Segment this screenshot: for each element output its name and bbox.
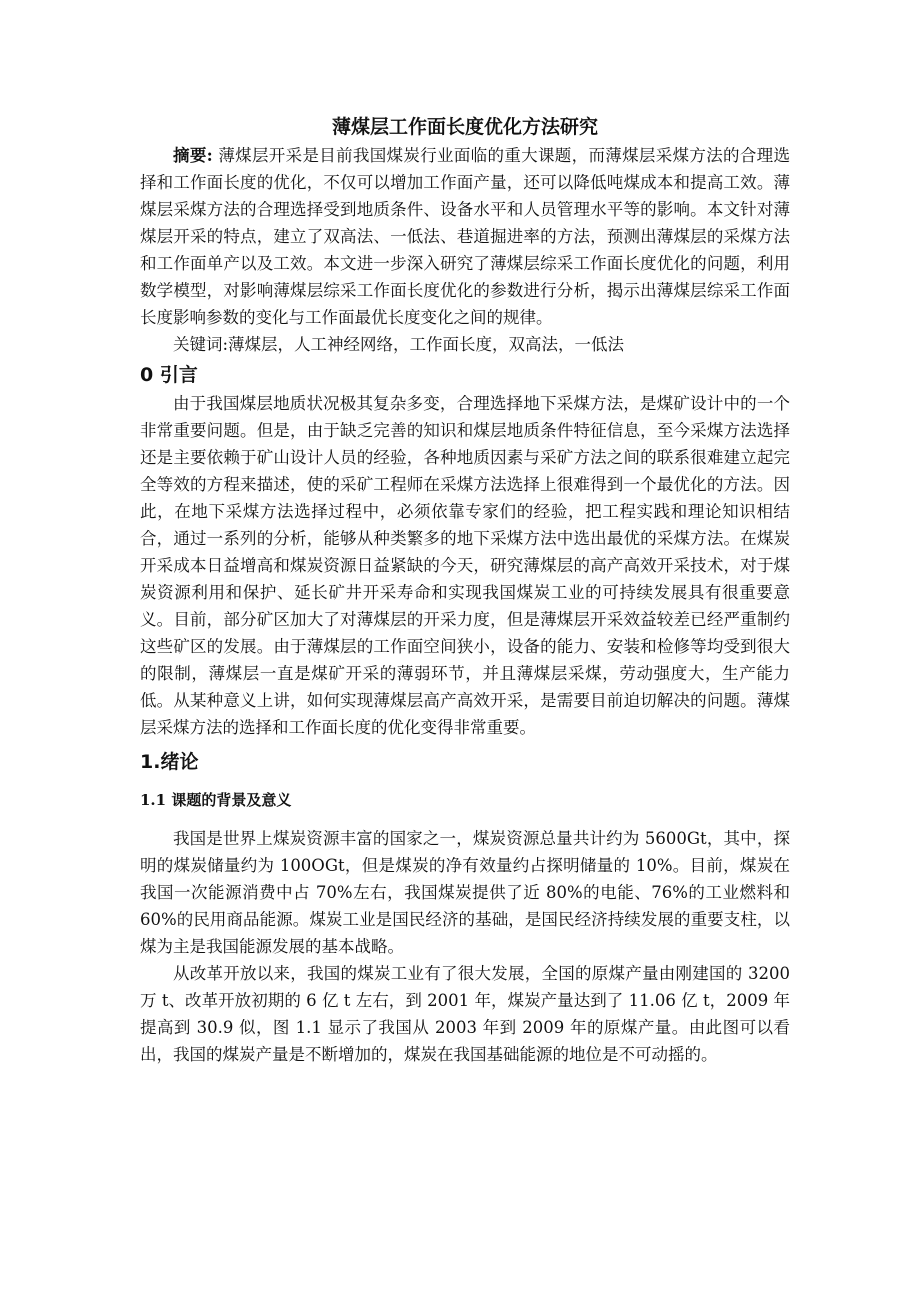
section-0-heading: 0 引言 [140, 364, 198, 386]
abstract-label: 摘要: [173, 146, 213, 165]
section-1-1-paragraph-2: 从改革开放以来，我国的煤炭工业有了很大发展，全国的原煤产量由刚建国的 3200 万 t、改革开放初期的 6 亿 t 左右，到 2001 年，煤炭产量达到了 11.06 亿 t，2009 年提高到 30.9 似，图 1.1 显示了我国从 2003 年到 2009 年的原煤产量。由此图可以看出，我国的煤炭产量是不断增加的，煤炭在我国基础能源的地位是不可动摇的。 [140, 964, 790, 1064]
section-1-1-heading: 1.1 课题的背景及意义 [140, 791, 292, 809]
section-0-paragraph: 由于我国煤层地质状况极其复杂多变，合理选择地下采煤方法，是煤矿设计中的一个非常重要问题。但是，由于缺乏完善的知识和煤层地质条件特征信息，至今采煤方法选择还是主要依赖于矿山设计人员的经验，各种地质因素与采矿方法之间的联系很难建立起完全等效的方程来描述，使的采矿工程师在采煤方法选择上很难得到一个最优化的方法。因此，在地下采煤方法选择过程中，必须依靠专家们的经验，把工程实践和理论知识相结合，通过一系列的分析，能够从种类繁多的地下采煤方法中选出最优的采煤方法。在煤炭开采成本日益增高和煤炭资源日益紧缺的今天，研究薄煤层的高产高效开采技术，对于煤炭资源利用和保护、延长矿井开采寿命和实现我国煤炭工业的可持续发展具有很重要意义。目前，部分矿区加大了对薄煤层的开采力度，但是薄煤层开采效益较差已经严重制约这些矿区的发展。由于薄煤层的工作面空间狭小，设备的能力、安装和检修等均受到很大的限制，薄煤层一直是煤矿开采的薄弱环节，并且薄煤层采煤，劳动强度大，生产能力低。从某种意义上讲，如何实现薄煤层高产高效开采，是需要目前迫切解决的问题。薄煤层采煤方法的选择和工作面长度的优化变得非常重要。 [140, 394, 790, 737]
keywords-line: 关键词:薄煤层，人工神经网络，工作面长度，双高法，一低法 [173, 335, 625, 354]
paper-title: 薄煤层工作面长度优化方法研究 [331, 116, 598, 138]
section-1-heading: 1.绪论 [140, 751, 199, 773]
abstract-text: 薄煤层开采是目前我国煤炭行业面临的重大课题，而薄煤层采煤方法的合理选择和工作面长度的优化，不仅可以增加工作面产量，还可以降低吨煤成本和提高工效。薄煤层采煤方法的合理选择受到地质条件、设备水平和人员管理水平等的影响。本文针对薄煤层开采的特点，建立了双高法、一低法、巷道掘进率的方法，预测出薄煤层的采煤方法和工作面单产以及工效。本文进一步深入研究了薄煤层综采工作面长度优化的问题，利用数学模型，对影响薄煤层综采工作面长度优化的参数进行分析，揭示出薄煤层综采工作面长度影响参数的变化与工作面最优长度变化之间的规律。 [140, 146, 791, 327]
section-1-1-paragraph-1: 我国是世界上煤炭资源丰富的国家之一，煤炭资源总量共计约为 5600Gt，其中，探明的煤炭储量约为 100OGt，但是煤炭的净有效量约占探明储量的 10%。目前，煤炭在我国一次能源消费中占 70%左右，我国煤炭提供了近 80%的电能、76%的工业燃料和 60%的民用商品能源。煤炭工业是国民经济的基础，是国民经济持续发展的重要支柱，以煤为主是我国能源发展的基本战略。 [140, 829, 790, 956]
document-page [140, 112, 790, 1068]
abstract-paragraph [140, 142, 790, 331]
